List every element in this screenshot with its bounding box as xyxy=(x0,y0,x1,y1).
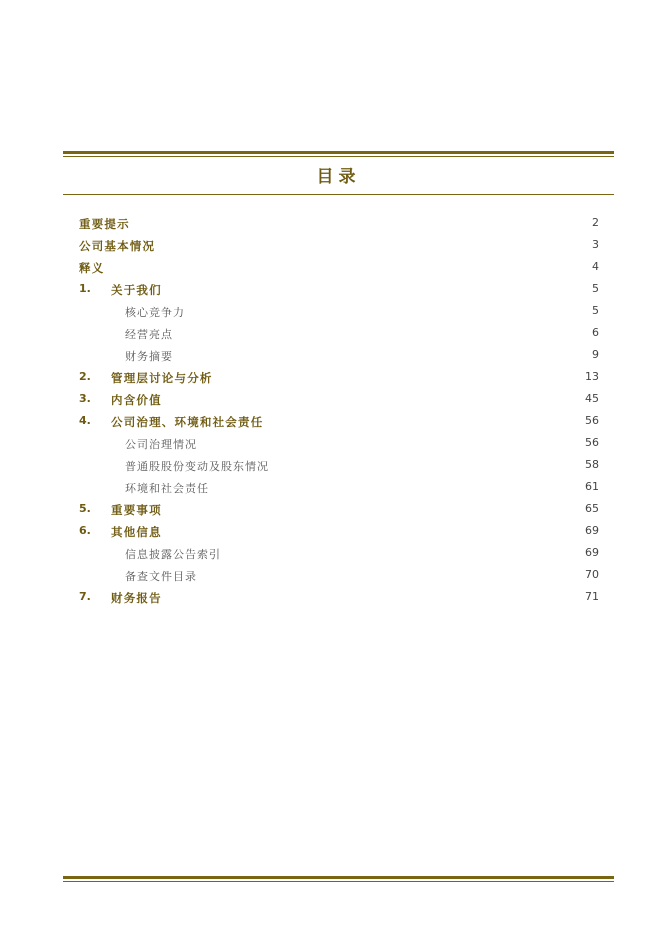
toc-entry-number: 4. xyxy=(79,414,91,427)
toc-entry-page-number: 2 xyxy=(592,216,599,229)
toc-entry-label: 公司治理情况 xyxy=(125,438,197,451)
toc-entry-label: 内含价值 xyxy=(111,393,162,407)
toc-entry-label: 备查文件目录 xyxy=(125,570,197,583)
toc-subentry[interactable] xyxy=(79,568,599,586)
toc-entry[interactable] xyxy=(79,392,599,410)
toc-entry-number: 2. xyxy=(79,370,91,383)
toc-entry-label: 管理层讨论与分析 xyxy=(111,371,213,385)
toc-subentry[interactable] xyxy=(79,304,599,322)
toc-entry-page-number: 45 xyxy=(585,392,599,405)
bottom-thick-rule xyxy=(63,876,614,879)
toc-entry-page-number: 69 xyxy=(585,524,599,537)
toc-entry-page-number: 58 xyxy=(585,458,599,471)
toc-entry-page-number: 70 xyxy=(585,568,599,581)
toc-entry-label: 普通股股份变动及股东情况 xyxy=(125,460,269,473)
toc-subentry[interactable] xyxy=(79,546,599,564)
toc-entry-number: 6. xyxy=(79,524,91,537)
toc-entry[interactable] xyxy=(79,590,599,608)
toc-entry-label: 公司基本情况 xyxy=(79,239,156,253)
toc-entry-page-number: 9 xyxy=(592,348,599,361)
toc-entry-page-number: 61 xyxy=(585,480,599,493)
toc-entry[interactable] xyxy=(79,502,599,520)
toc-entry[interactable] xyxy=(79,524,599,542)
bottom-thin-rule xyxy=(63,881,614,882)
toc-entry-page-number: 56 xyxy=(585,436,599,449)
toc-entry-number: 7. xyxy=(79,590,91,603)
toc-entry-label: 重要事项 xyxy=(111,503,162,517)
toc-entry-label: 关于我们 xyxy=(111,283,162,297)
top-thin-rule xyxy=(63,156,614,157)
toc-entry-label: 重要提示 xyxy=(79,217,130,231)
title-underline-rule xyxy=(63,194,614,195)
toc-entry-label: 信息披露公告索引 xyxy=(125,548,221,561)
toc-entry-label: 释义 xyxy=(79,261,105,275)
top-thick-rule xyxy=(63,151,614,154)
toc-entry[interactable] xyxy=(79,282,599,300)
page-title: 目录 xyxy=(316,167,361,187)
toc-entry-page-number: 56 xyxy=(585,414,599,427)
toc-entry-page-number: 69 xyxy=(585,546,599,559)
toc-entry[interactable] xyxy=(79,370,599,388)
toc-entry-label: 财务摘要 xyxy=(125,350,173,363)
toc-entry-page-number: 5 xyxy=(592,304,599,317)
toc-entry-label: 其他信息 xyxy=(111,525,162,539)
toc-entry[interactable] xyxy=(79,216,599,234)
toc-entry-label: 财务报告 xyxy=(111,591,162,605)
toc-entry-number: 1. xyxy=(79,282,91,295)
toc-entry-page-number: 3 xyxy=(592,238,599,251)
toc-subentry[interactable] xyxy=(79,480,599,498)
toc-subentry[interactable] xyxy=(79,348,599,366)
toc-entry-label: 经营亮点 xyxy=(125,328,173,341)
toc-entry-page-number: 4 xyxy=(592,260,599,273)
toc-entry-page-number: 5 xyxy=(592,282,599,295)
toc-entry-number: 3. xyxy=(79,392,91,405)
toc-entry-page-number: 71 xyxy=(585,590,599,603)
toc-subentry[interactable] xyxy=(79,436,599,454)
toc-entry-page-number: 13 xyxy=(585,370,599,383)
toc-entry-label: 核心竞争力 xyxy=(125,306,185,319)
toc-entry-page-number: 65 xyxy=(585,502,599,515)
toc-entry-number: 5. xyxy=(79,502,91,515)
toc-entry-label: 公司治理、环境和社会责任 xyxy=(111,415,264,429)
toc-entry-label: 环境和社会责任 xyxy=(125,482,209,495)
toc-subentry[interactable] xyxy=(79,326,599,344)
toc-entry[interactable] xyxy=(79,238,599,256)
toc-entry[interactable] xyxy=(79,260,599,278)
toc-entry-page-number: 6 xyxy=(592,326,599,339)
toc-subentry[interactable] xyxy=(79,458,599,476)
toc-entry[interactable] xyxy=(79,414,599,432)
